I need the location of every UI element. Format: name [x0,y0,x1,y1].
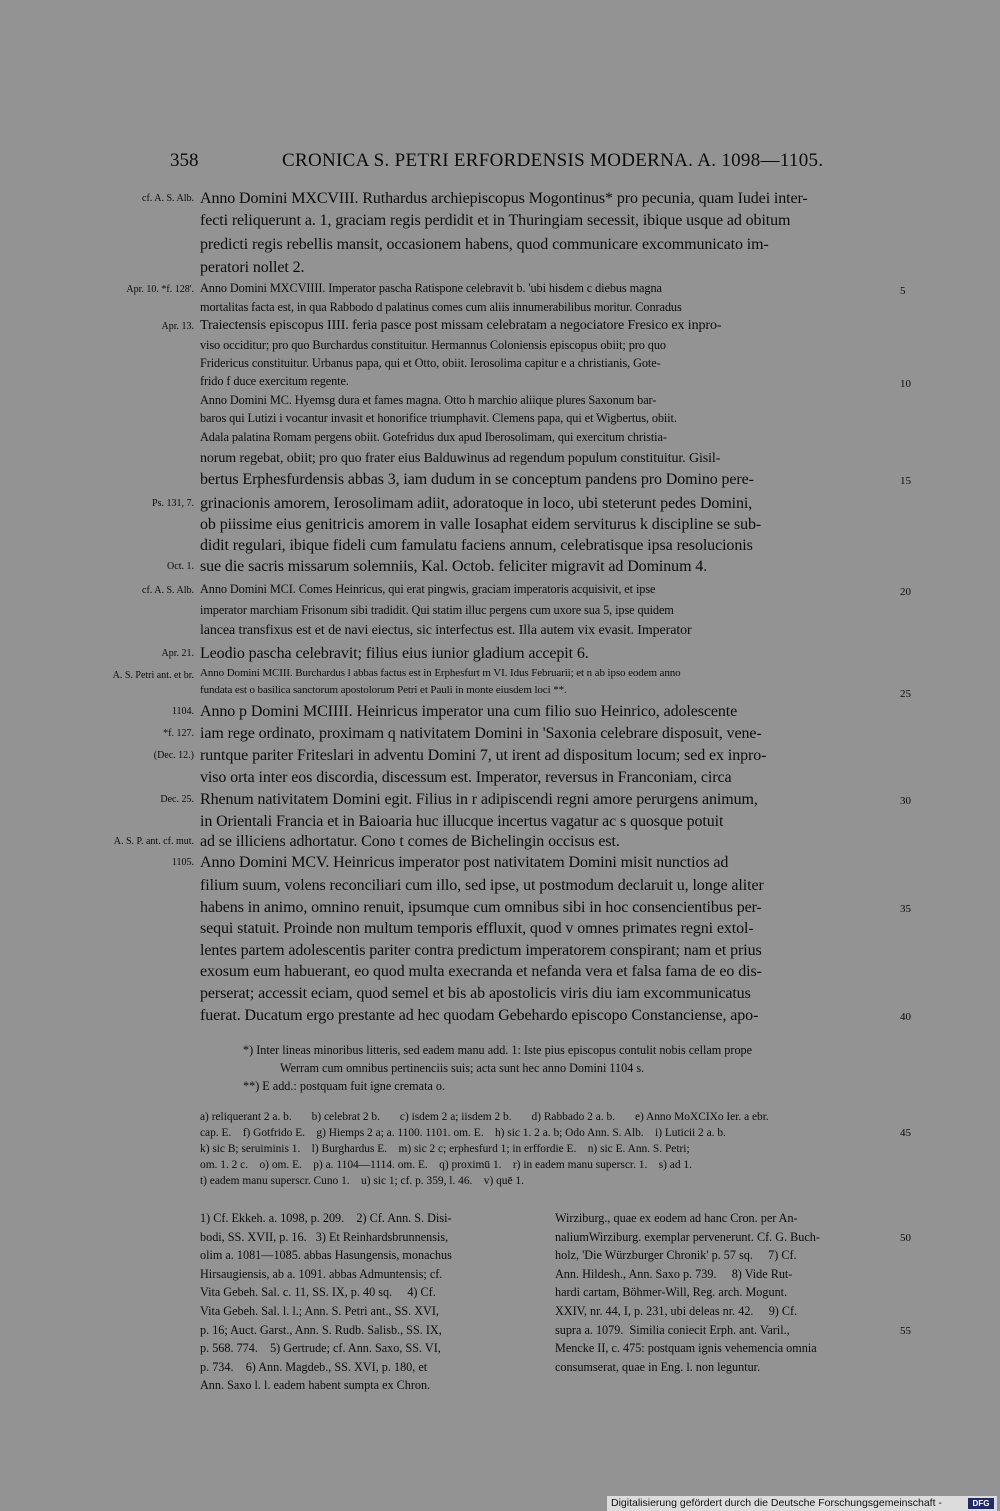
margin-note: Apr. 21. [161,648,194,659]
line-text: runtque pariter Friteslari in adventu Domini 7, ut irent ad dispositum locum; sed ex inpro- [200,747,767,764]
note-right-line: naliumWirziburg. exemplar pervenerunt. Cf. G. Buch- [555,1229,820,1244]
margin-note: *f. 127. [163,728,194,739]
apparatus-text: om. 1. 2 c. o) om. E. p) a. 1104—1114. om. E. q) proximū 1. r) in eadem manu superscr. 1. s) ad 1. [200,1159,692,1171]
star-note-line: Werram cum omnibus pertinenciis suis; acta sunt hec anno Domini 1104 s. [262,1061,645,1075]
note-left-line: Hirsaugiensis, ab a. 1091. abbas Admuntensis; cf. [200,1266,443,1281]
line-text: didit regulari, ibique fideli cum famulatu faciens annum, celebratisque ipsa resolucionis [200,537,753,554]
note-right-line: Ann. Hildesh., Ann. Saxo p. 739. 8) Vide Rut- [555,1266,793,1281]
note-right-line: consumserat, quae in Eng. l. non leguntur. [555,1359,761,1374]
line-text: fuerat. Ducatum ergo prestante ad hec quodam Gebehardo episcopo Constanciense, apo- [200,1007,759,1024]
line-text: in Orientali Francia et in Baioaria huc illucque incertus vagatur ac s quosque potuit [200,813,724,830]
line-text: viso occiditur; pro quo Burchardus constituitur. Hermannus Coloniensis episcopus obiit; pro quo [200,338,666,352]
margin-note: A. S. P. ant. cf. mut. [113,836,194,847]
line-number: 25 [900,688,911,700]
margin-note: Apr. 10. *f. 128'. [126,284,194,295]
margin-note: cf. A. S. Alb. [142,585,194,596]
line-text: fundata est o basilica sanctorum apostolorum Petri et Pauli in monte eiusdem loci **. [200,684,567,696]
line-text: Anno Domini MC. Hyemsg dura et fames magna. Otto h marchio aliique plures Saxonum bar- [200,393,657,407]
margin-note: A. S. Petri ant. et br. [112,670,194,681]
line-text: Anno Domini MCIII. Burchardus l abbas factus est in Erphesfurt m VI. Idus Februarii; et n ab ipso eodem anno [200,667,681,679]
line-text: baros qui Lutizi i vocantur invasit et honorifice triumphavit. Clemens papa, qui et Wigbertus, obiit. [200,411,677,425]
page-number: 358 [170,150,199,171]
line-text: iam rege ordinato, proximam q nativitatem Domini in 'Saxonia celebrare disposuit, vene- [200,725,762,742]
line-text: Adala palatina Romam pergens obiit. Gotefridus dux apud Iberosolimam, qui exercitum christia- [200,430,667,444]
credit-text: Digitalisierung gefördert durch die Deutsche Forschungsgemeinschaft - [611,1497,942,1509]
margin-note: 1105. [171,857,194,868]
note-left-line: p. 734. 6) Ann. Magdeb., SS. XVI, p. 180, et [200,1359,428,1374]
line-text: norum regebat, obiit; pro quo frater eius Balduwinus ad regendum populum constituitur. Gisil- [200,451,721,466]
line-text: ad se illiciens adhortatur. Cono t comes de Bichelingin occisus est. [200,833,620,850]
line-text: perserat; accessit eciam, quod semel et bis ab apostolicis viris diu iam excommunicatus [200,985,751,1002]
line-number: 30 [900,795,911,807]
line-text: Anno p Domini MCIIII. Heinricus imperator una cum filio suo Heinrico, adolescente [200,703,738,720]
note-left-line: p. 568. 774. 5) Gertrude; cf. Ann. Saxo, SS. VI, [200,1341,441,1356]
note-right-line: Mencke II, c. 475: postquam ignis vehemencia omnia [555,1341,817,1356]
apparatus-text: k) sic B; seruiminis 1. l) Burghardus E. m) sic 2 c; erphesfurd 1; in erffordie E. n) sic E. Ann. S. Petri; [200,1143,690,1155]
star-note-line: *) Inter lineas minoribus litteris, sed eadem manu add. 1: Iste pius episcopus contulit nobis cellam prope [243,1043,753,1057]
line-number: 15 [900,475,911,487]
line-text: lancea transfixus est et de navi eiectus, sic interfectus est. Illa autem vix evasit. Imperator [200,623,692,638]
line-text: fecti reliquerunt a. 1, graciam regis perdidit et in Thuringiam secessit, ibique usque ad obitum [200,212,791,229]
line-text: grinacionis amorem, Ierosolimam adiit, adoratoque in loco, ubi steterunt pedes Domini, [200,495,753,512]
page-header [0,150,1000,180]
line-text: sue die sacris missarum solemniis, Kal. Octob. feliciter migravit ad Dominum 4. [200,558,708,575]
line-number: 20 [900,586,911,598]
apparatus-text: a) reliquerant 2 a. b. b) celebrat 2 b. c) isdem 2 a; iisdem 2 b. d) Rabbado 2 a. b. e) Anno MoXCIXo Ier. a ebr. [200,1111,769,1123]
apparatus-text: t) eadem manu superscr. Cuno 1. u) sic 1; cf. p. 359, l. 46. v) quē 1. [200,1175,524,1187]
margin-note: Ps. 131, 7. [152,498,194,509]
note-right-line: hardi cartam, Böhmer-Will, Reg. arch. Mogunt. [555,1285,788,1300]
margin-note: Oct. 1. [167,561,194,572]
line-number: 5 [900,285,906,297]
line-text: Anno Domini MCI. Comes Heinricus, qui erat pingwis, graciam imperatoris acquisivit, et ipse [200,582,656,596]
line-number: 55 [900,1324,911,1337]
digitization-credit [607,1496,997,1511]
line-text: peratori nollet 2. [200,259,305,276]
line-number: 40 [900,1011,911,1023]
note-right-line: Wirziburg., quae ex eodem ad hanc Cron. per An- [555,1211,798,1225]
note-left-line: Ann. Saxo l. l. eadem habent sumpta ex Chron. [200,1378,431,1393]
line-number: 50 [900,1231,911,1244]
line-text: filium suum, volens reconciliari cum illo, sed ipse, ut postmodum declaruit u, longe aliter [200,877,764,894]
note-left-line: bodi, SS. XVII, p. 16. 3) Et Reinhardsbrunnensis, [200,1229,449,1244]
margin-note: (Dec. 12.) [153,750,194,761]
running-title: CRONICA S. PETRI ERFORDENSIS MODERNA. A. 1098—1105. [282,150,824,171]
margin-note: Apr. 13. [161,321,194,332]
line-text: Anno Domini MXCVIIII. Imperator pascha Ratispone celebravit b. 'ubi hisdem c diebus magna [200,281,662,295]
line-number: 45 [900,1127,911,1139]
note-left-line: p. 16; Auct. Garst., Ann. S. Rudb. Salisb., SS. IX, [200,1322,442,1337]
line-number: 10 [900,378,911,390]
line-text: Traiectensis episcopus IIII. feria pasce post missam celebratam a negociatore Fresico ex inpro- [200,318,722,333]
line-text: sequi statuit. Proinde non multum temporis effluxit, quod v omnes primates regni extol- [200,920,754,937]
line-text: Leodio pascha celebravit; filius eius iunior gladium accepit 6. [200,645,589,662]
margin-note: 1104. [171,706,194,717]
line-text: Rhenum nativitatem Domini egit. Filius in r adipiscendi regni amore perurgens animum, [200,791,758,808]
dfg-logo: DFG [968,1498,994,1509]
note-right-line: XXIV, nr. 44, I, p. 231, ubi deleas nr. 42. 9) Cf. [555,1304,798,1318]
line-text: viso orta inter eos discordia, discessum est. Imperator, reversus in Franconiam, circa [200,769,732,786]
margin-note: Dec. 25. [160,794,194,805]
note-left-line: olim a. 1081—1085. abbas Hasungensis, monachus [200,1248,452,1263]
line-text: Anno Domini MCV. Heinricus imperator post nativitatem Domini misit nunctios ad [200,854,729,871]
line-text: lentes partem adolescentis pariter contra predictum imperatorem conspirant; nam et prius [200,942,762,959]
line-text: ob piissime eius genitricis amorem in valle Iosaphat eidem serviturus k discipline se sub- [200,516,762,533]
margin-note: cf. A. S. Alb. [142,193,194,204]
note-right-line: supra a. 1079. Similia coniecit Erph. ant. Varil., [555,1322,790,1337]
line-text: exosum eum habuerant, eo quod multa execranda et nefanda vera et falsa fama de eo dis- [200,963,762,980]
line-text: mortalitas facta est, in qua Rabbodo d palatinus comes cum aliis innumerabilibus moritur. Conradus [200,300,682,314]
line-number: 35 [900,903,911,915]
line-text: predicti regis rebellis mansit, occasionem habens, quod communicare excommunicato im- [200,236,769,253]
line-text: habens in animo, omnino renuit, ipsumque cum omnibus sibi in hoc consencientibus per- [200,899,762,916]
note-left-line: Vita Gebeh. Sal. l. l.; Ann. S. Petri ant., SS. XVI, [200,1304,439,1318]
star-note-line: **) E add.: postquam fuit igne cremata o. [243,1079,446,1093]
line-text: frido f duce exercitum regente. [200,374,349,388]
line-text: bertus Erphesfurdensis abbas 3, iam dudum in se conceptum pandens pro Domino pere- [200,471,754,488]
note-left-line: Vita Gebeh. Sal. c. 11, SS. IX, p. 40 sq. 4) Cf. [200,1285,436,1300]
line-text: imperator marchiam Frisonum sibi tradidit. Qui statim illuc pergens cum uxore sua 5, ipse quidem [200,603,674,617]
note-left-line: 1) Cf. Ekkeh. a. 1098, p. 209. 2) Cf. Ann. S. Disi- [200,1211,452,1225]
apparatus-text: cap. E. f) Gotfrido E. g) Hiemps 2 a; a. 1100. 1101. om. E. h) sic 1. 2 a. b; Odo Ann. S. Alb. i) Luticii 2 a. b. [200,1127,726,1139]
note-right-line: holz, 'Die Würzburger Chronik' p. 57 sq. 7) Cf. [555,1248,797,1263]
line-text: Anno Domini MXCVIII. Ruthardus archiepiscopus Mogontinus* pro pecunia, quam Iudei inter- [200,190,808,207]
line-text: Fridericus constituitur. Urbanus papa, qui et Otto, obiit. Ierosolima capitur e a christianis, Gote- [200,356,661,370]
